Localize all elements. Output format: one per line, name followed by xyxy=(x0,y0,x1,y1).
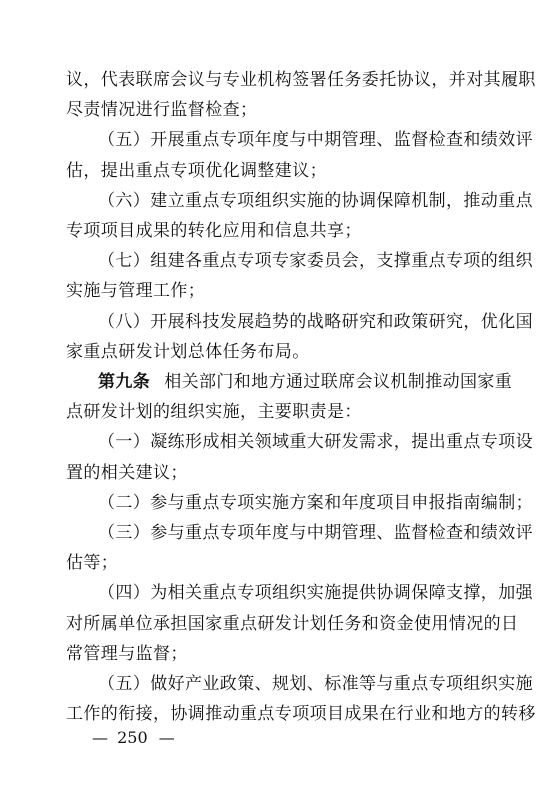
footer-dash-left: — xyxy=(92,728,106,747)
body-line: 实施与管理工作； xyxy=(66,281,206,301)
body-line: 对所属单位承担国家重点研发计划任务和资金使用情况的日 xyxy=(66,614,519,634)
body-line: 工作的衔接，协调推动重点专项项目成果在行业和地方的转移 xyxy=(66,704,536,724)
list-item-5b: （五）做好产业政策、规划、标准等与重点专项组织实施 xyxy=(98,674,533,694)
list-item-5: （五）开展重点专项年度与中期管理、监督检查和绩效评 xyxy=(98,130,533,150)
body-line: 估，提出重点专项优化调整建议； xyxy=(66,161,327,181)
article-heading: 第九条 xyxy=(98,372,151,392)
body-line: 议，代表联席会议与专业机构签署任务委托协议，并对其履职 xyxy=(66,70,536,90)
body-line: 估等； xyxy=(66,553,119,573)
article-text: 相关部门和地方通过联席会议机制推动国家重 xyxy=(164,372,513,392)
footer-dash-right: — xyxy=(158,728,173,747)
list-item-8: （八）开展科技发展趋势的战略研究和政策研究，优化国 xyxy=(98,312,533,332)
body-line: 专项项目成果的转化应用和信息共享； xyxy=(66,221,362,241)
list-item-3: （三）参与重点专项年度与中期管理、监督检查和绩效评 xyxy=(98,523,533,543)
page-footer xyxy=(92,724,173,752)
list-item-1: （一）凝练形成相关领域重大研发需求，提出重点专项设 xyxy=(98,432,533,452)
list-item-4: （四）为相关重点专项组织实施提供协调保障支撑，加强 xyxy=(98,583,533,603)
page-number: 250 xyxy=(117,728,148,747)
body-line: 尽责情况进行监督检查； xyxy=(66,100,258,120)
body-line: 置的相关建议； xyxy=(66,463,188,483)
list-item-2: （二）参与重点专项实施方案和年度项目申报指南编制； xyxy=(98,493,533,513)
body-line: 常管理与监督； xyxy=(66,644,188,664)
list-item-6: （六）建立重点专项组织实施的协调保障机制，推动重点 xyxy=(98,191,533,211)
list-item-7: （七）组建各重点专项专家委员会，支撑重点专项的组织 xyxy=(98,251,533,271)
body-line: 点研发计划的组织实施，主要职责是： xyxy=(66,402,362,422)
body-line: 家重点研发计划总体任务布局。 xyxy=(66,342,310,362)
